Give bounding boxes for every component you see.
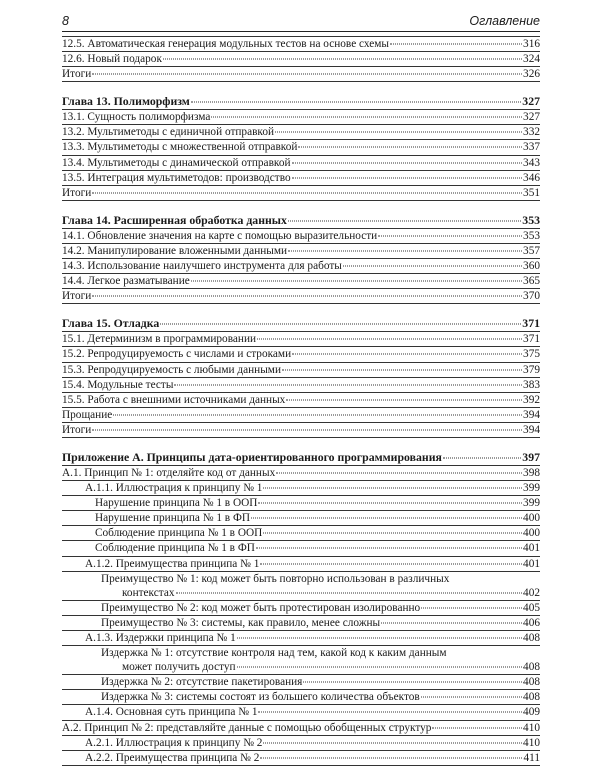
leader-dots xyxy=(263,533,522,534)
section-title: Оглавление xyxy=(469,14,540,28)
toc-entry[interactable] xyxy=(62,720,540,735)
toc-entry[interactable] xyxy=(62,540,540,555)
toc-entry-title: Итоги xyxy=(62,423,92,436)
toc-entry-title: Нарушение принципа № 1 в ФП xyxy=(95,512,251,525)
toc-entry-title: 15.1. Детерминизм в программировании xyxy=(62,333,257,346)
toc-entry-page: 406 xyxy=(523,616,540,629)
leader-dots xyxy=(432,727,522,728)
toc-entry-page: 401 xyxy=(523,542,540,555)
leader-dots xyxy=(343,266,522,267)
leader-dots xyxy=(92,74,522,75)
toc-entry-title-line1: Преимущество № 1: код может быть повторно использован в различных xyxy=(101,572,450,585)
toc-entry[interactable] xyxy=(62,600,540,615)
toc-entry[interactable] xyxy=(62,273,540,288)
leader-dots xyxy=(191,281,522,282)
toc-entry-title: А.1.2. Преимущества принципа № 1 xyxy=(85,557,260,570)
toc-entry[interactable] xyxy=(62,525,540,540)
chapter-title: Глава 13. Полиморфизм xyxy=(62,94,190,109)
toc-entry-title: Преимущество № 2: код может быть протестирован изолированно xyxy=(101,601,421,614)
toc-entry-title: А.2. Принцип № 2: представляйте данные с помощью обобщенных структур xyxy=(62,721,432,734)
leader-dots xyxy=(292,177,522,178)
toc-entry[interactable] xyxy=(62,750,540,766)
toc-entry-title: 12.5. Автоматическая генерация модульных тестов на основе схемы xyxy=(62,38,390,50)
toc-entry-title: 13.3. Мультиметоды с множественной отправкой xyxy=(62,141,298,154)
leader-dots xyxy=(174,384,522,385)
toc-entry-page: 332 xyxy=(523,126,540,139)
toc-entry-title: 15.3. Репродуцируемость с любыми данными xyxy=(62,363,281,376)
page-number: 8 xyxy=(62,14,69,28)
toc-entry[interactable] xyxy=(62,407,540,422)
toc-entry[interactable] xyxy=(62,258,540,273)
toc-entry[interactable] xyxy=(62,51,540,66)
toc-entry-title: Итоги xyxy=(62,290,92,303)
toc-entry-page: 371 xyxy=(523,333,540,346)
toc-entry-page: 399 xyxy=(523,497,540,510)
toc-entry-page: 399 xyxy=(523,482,540,495)
chapter-heading-15[interactable] xyxy=(62,316,540,331)
leader-dots xyxy=(237,667,522,668)
toc-entry[interactable] xyxy=(62,139,540,154)
toc-entry-page: 375 xyxy=(523,348,540,361)
leader-dots xyxy=(92,296,522,297)
toc-entry-page: 400 xyxy=(523,527,540,540)
leader-dots xyxy=(258,503,522,504)
leader-dots xyxy=(275,132,522,133)
leader-dots xyxy=(237,638,522,639)
toc-entry[interactable] xyxy=(62,615,540,630)
chapter-heading-14[interactable] xyxy=(62,213,540,228)
toc-entry[interactable] xyxy=(62,170,540,185)
toc-entry[interactable] xyxy=(62,36,540,51)
toc-entry-title: 14.2. Манипулирование вложенными данными xyxy=(62,244,288,257)
toc-entry[interactable] xyxy=(62,630,540,645)
toc-entry[interactable] xyxy=(62,465,540,480)
toc-entry-title-line2: может получить доступ xyxy=(122,661,236,674)
appendix-heading-a[interactable] xyxy=(62,450,540,465)
toc-entry[interactable] xyxy=(62,155,540,170)
toc-entry-page: 370 xyxy=(523,290,540,303)
chapter-title: Глава 14. Расширенная обработка данных xyxy=(62,212,287,227)
toc-entry-title: А.2.2. Преимущества принципа № 2 xyxy=(85,751,260,764)
leader-dots xyxy=(298,147,522,148)
toc-entry[interactable] xyxy=(62,510,540,525)
toc-entry-page: 394 xyxy=(523,423,540,436)
toc-entry[interactable] xyxy=(62,124,540,139)
toc-entry[interactable] xyxy=(62,346,540,361)
toc-entry-page: 408 xyxy=(523,691,540,704)
leader-dots xyxy=(381,622,522,623)
toc-entry-title: Издержка № 2: отсутствие пакетирования xyxy=(101,676,303,689)
toc-entry-page: 327 xyxy=(523,111,540,124)
toc-entry-title: 12.6. Новый подарок xyxy=(62,53,162,66)
leader-dots xyxy=(251,518,522,519)
header-rule xyxy=(62,31,540,32)
leader-dots xyxy=(160,324,521,325)
toc-entry-page: 357 xyxy=(523,244,540,257)
chapter-heading-13[interactable] xyxy=(62,94,540,109)
leader-dots xyxy=(303,682,522,683)
leader-dots xyxy=(191,102,521,103)
toc-entry-title: Итоги xyxy=(62,68,92,81)
toc-entry-title: 15.5. Работа с внешними источниками данных xyxy=(62,393,286,406)
toc-entry-page: 408 xyxy=(523,632,540,644)
running-header xyxy=(62,14,540,32)
toc-entry-page: 316 xyxy=(523,38,540,50)
toc-entry[interactable] xyxy=(62,109,540,124)
chapter-page: 371 xyxy=(522,316,540,331)
toc-entry-page: 402 xyxy=(523,586,540,599)
toc-entry-title: А.1. Принцип № 1: отделяйте код от данных xyxy=(62,466,276,479)
leader-dots xyxy=(282,369,522,370)
leader-dots xyxy=(421,697,522,698)
toc-entry-page: 408 xyxy=(523,661,540,674)
toc-entry-page: 346 xyxy=(523,171,540,184)
toc-entry-page: 411 xyxy=(523,751,540,764)
toc-entry-title: 15.4. Модульные тесты xyxy=(62,378,174,391)
leader-dots xyxy=(378,235,522,236)
leader-dots xyxy=(163,59,522,60)
toc-entry-title: А.2.1. Иллюстрация к принципу № 2 xyxy=(85,736,263,749)
toc-entry[interactable] xyxy=(62,556,540,571)
toc-entry[interactable] xyxy=(62,571,540,600)
toc-entry[interactable] xyxy=(62,392,540,407)
toc-entry-title: А.1.1. Иллюстрация к принципу № 1 xyxy=(85,482,263,495)
leader-dots xyxy=(263,742,522,743)
toc-entry-page: 343 xyxy=(523,156,540,169)
toc-entry-page: 353 xyxy=(523,229,540,242)
toc-entry[interactable] xyxy=(62,377,540,392)
toc-entry-title: 13.5. Интеграция мультиметодов: производство xyxy=(62,171,291,184)
leader-dots xyxy=(92,192,522,193)
toc-entry-page: 337 xyxy=(523,141,540,154)
leader-dots xyxy=(257,339,522,340)
leader-dots xyxy=(260,563,522,564)
leader-dots xyxy=(113,414,522,415)
leader-dots xyxy=(292,354,522,355)
toc-entry[interactable] xyxy=(62,674,540,689)
leader-dots xyxy=(263,488,522,489)
toc-entry-title: Преимущество № 3: системы, как правило, менее сложны xyxy=(101,616,381,629)
toc-entry[interactable] xyxy=(62,66,540,82)
toc-entry-page: 360 xyxy=(523,260,540,273)
leader-dots xyxy=(286,399,522,400)
toc-entry-page: 379 xyxy=(523,363,540,376)
leader-dots xyxy=(211,117,522,118)
leader-dots xyxy=(276,472,522,473)
toc-entry-title: Итоги xyxy=(62,186,92,199)
leader-dots xyxy=(443,457,521,458)
toc-entry-title: Издержка № 3: системы состоят из большего количества объектов xyxy=(101,691,420,704)
toc-entry[interactable] xyxy=(62,495,540,510)
leader-dots xyxy=(390,44,522,45)
toc-entry-title: 14.4. Легкое разматывание xyxy=(62,275,190,288)
toc-entry-title: 15.2. Репродуцируемость с числами и строками xyxy=(62,348,292,361)
chapter-title: Глава 15. Отладка xyxy=(62,316,160,331)
appendix-page: 397 xyxy=(522,449,540,464)
toc-entry-title: Соблюдение принципа № 1 в ООП xyxy=(95,527,263,540)
toc-entry-page: 408 xyxy=(523,676,540,689)
toc-entry[interactable] xyxy=(62,185,540,201)
leader-dots xyxy=(292,162,523,163)
toc-entry[interactable] xyxy=(62,228,540,243)
leader-dots xyxy=(421,607,522,608)
toc-entry-page: 410 xyxy=(523,736,540,749)
toc-entry-page: 410 xyxy=(523,721,540,734)
toc-entry[interactable] xyxy=(62,331,540,346)
toc-entry[interactable] xyxy=(62,735,540,750)
toc-entry[interactable] xyxy=(62,288,540,304)
toc-entry-title: Нарушение принципа № 1 в ООП xyxy=(95,497,258,510)
toc-entry[interactable] xyxy=(62,689,540,704)
chapter-page: 353 xyxy=(522,212,540,227)
toc-entry-title-line1: Издержка № 1: отсутствие контроля над тем, какой код к каким данным xyxy=(101,647,447,660)
toc-entry-title-line2: контекстах xyxy=(122,586,175,599)
toc-entry-title: А.1.3. Издержки принципа № 1 xyxy=(85,632,236,644)
toc-entry-title: 13.4. Мультиметоды с динамической отправкой xyxy=(62,156,291,169)
toc-entry[interactable] xyxy=(62,362,540,377)
toc-entry-page: 392 xyxy=(523,393,540,406)
toc-entry-page: 365 xyxy=(523,275,540,288)
leader-dots xyxy=(256,548,522,549)
toc-entry-title: 13.2. Мультиметоды с единичной отправкой xyxy=(62,126,275,139)
leader-dots xyxy=(176,592,523,593)
leader-dots xyxy=(92,429,522,430)
toc-entry-title: Соблюдение принципа № 1 в ФП xyxy=(95,542,255,555)
chapter-page: 327 xyxy=(522,94,540,109)
toc-entry-title: 13.1. Сущность полиморфизма xyxy=(62,111,211,124)
toc-entry-title: А.1.4. Основная суть принципа № 1 xyxy=(85,706,258,719)
toc-entry-title: Прощание xyxy=(62,408,113,421)
toc-entry-title: 14.1. Обновление значения на карте с помощью выразительности xyxy=(62,229,378,242)
toc-entry[interactable] xyxy=(62,704,540,719)
leader-dots xyxy=(258,712,522,713)
toc-entry-page: 401 xyxy=(523,557,540,570)
toc-entry[interactable] xyxy=(62,243,540,258)
toc-entry-page: 326 xyxy=(523,68,540,81)
toc-entry-page: 405 xyxy=(523,601,540,614)
table-of-contents xyxy=(62,36,540,766)
toc-entry[interactable] xyxy=(62,480,540,495)
toc-entry-page: 394 xyxy=(523,408,540,421)
leader-dots xyxy=(288,220,521,221)
toc-entry-page: 383 xyxy=(523,378,540,391)
leader-dots xyxy=(260,757,522,758)
appendix-title: Приложение А. Принципы дата-ориентированного программирования xyxy=(62,449,442,464)
toc-entry-page: 324 xyxy=(523,53,540,66)
toc-entry-page: 409 xyxy=(523,706,540,719)
toc-entry-title: 14.3. Использование наилучшего инструмента для работы xyxy=(62,260,342,273)
toc-entry[interactable] xyxy=(62,645,540,674)
toc-entry-page: 351 xyxy=(523,186,540,199)
toc-entry[interactable] xyxy=(62,422,540,438)
toc-entry-page: 400 xyxy=(523,512,540,525)
toc-entry-page: 398 xyxy=(523,466,540,479)
leader-dots xyxy=(288,250,522,251)
